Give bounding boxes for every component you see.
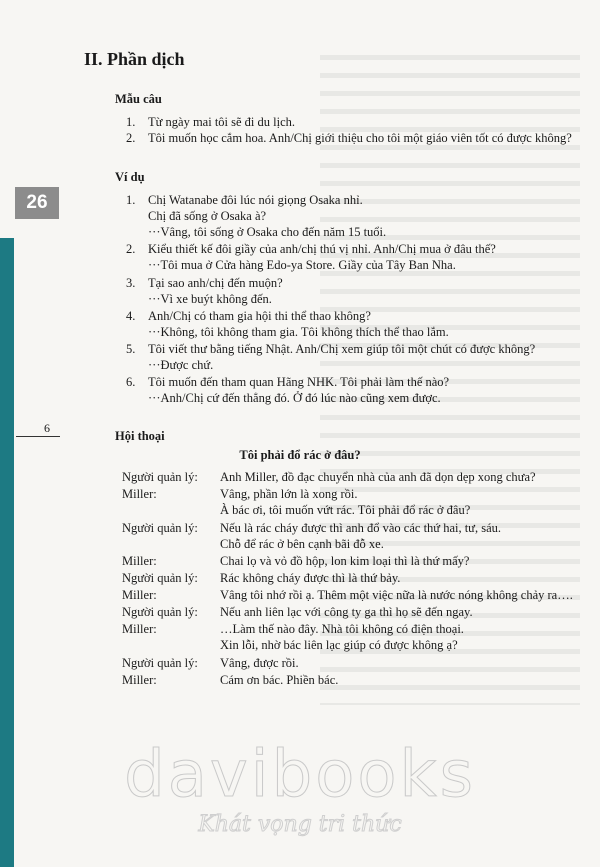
vi-du-line: Tôi viết thư bằng tiếng Nhật. Anh/Chị xem giúp tôi một chút có được không? (148, 342, 536, 356)
vi-du-line: Tại sao anh/chị đến muộn? (148, 276, 283, 290)
dialogue-line: Xin lỗi, nhờ bác liên lạc giúp có được không ạ? (220, 638, 458, 652)
speaker-label: Người quản lý: (122, 470, 198, 484)
dialogue-line: Nếu là rác cháy được thì anh đổ vào các thứ hai, tư, sáu. (220, 521, 501, 535)
vi-du-num: 2. (126, 242, 136, 256)
dialogue-line: …Làm thế nào đây. Nhà tôi không có điện thoại. (220, 622, 464, 636)
vi-du-num: 3. (126, 276, 136, 290)
dialogue-line: Vâng, phần lớn là xong rồi. (220, 487, 358, 501)
hoi-thoai-heading: Hội thoại (115, 429, 165, 443)
page-number-rule (16, 436, 60, 437)
vi-du-num: 5. (126, 342, 136, 356)
dialogue-line: Cám ơn bác. Phiền bác. (220, 673, 339, 687)
dialogue-line: À bác ơi, tôi muốn vứt rác. Tôi phải đổ rác ở đâu? (220, 503, 471, 517)
dialogue-line: Chai lọ và vỏ đồ hộp, lon kim loại thì là thứ mấy? (220, 554, 470, 568)
dialogue-line: Vâng, được rồi. (220, 656, 299, 670)
chapter-number-badge: 26 (15, 187, 59, 219)
vi-du-num: 6. (126, 375, 136, 389)
speaker-label: Miller: (122, 622, 157, 636)
speaker-label: Người quản lý: (122, 571, 198, 585)
mau-cau-num: 2. (126, 131, 136, 145)
conversation-title: Tôi phải đổ rác ở đâu? (239, 448, 361, 462)
vi-du-line: Chị đã sống ở Osaka à? (148, 209, 267, 223)
vi-du-line: Anh/Chị có tham gia hội thi thể thao không? (148, 309, 371, 323)
section-title: II. Phần dịch (84, 49, 185, 69)
vi-du-line: Tôi muốn đến tham quan Hãng NHK. Tôi phải làm thế nào? (148, 375, 450, 389)
speaker-label: Người quản lý: (122, 605, 198, 619)
vi-du-answer: ···Vì xe buýt không đến. (148, 292, 272, 306)
dialogue-line: Nếu anh liên lạc với công ty ga thì họ sẽ đến ngay. (220, 605, 473, 619)
vi-du-answer: ···Vâng, tôi sống ở Osaka cho đến năm 15 tuổi. (148, 225, 387, 239)
vi-du-num: 1. (126, 193, 136, 207)
speaker-label: Miller: (122, 673, 157, 687)
vi-du-num: 4. (126, 309, 136, 323)
vi-du-line: Kiểu thiết kế đôi giầy của anh/chị thú vị nhỉ. Anh/Chị mua ở đâu thế? (148, 242, 496, 256)
watermark-tagline: Khát vọng tri thức (198, 812, 402, 837)
speaker-label: Người quản lý: (122, 656, 198, 670)
speaker-label: Miller: (122, 487, 157, 501)
vi-du-line: Chị Watanabe đôi lúc nói giọng Osaka nhỉ. (148, 193, 363, 207)
mau-cau-num: 1. (126, 115, 136, 129)
speaker-label: Miller: (122, 588, 157, 602)
page-number: 6 (44, 421, 50, 435)
speaker-label: Miller: (122, 554, 157, 568)
watermark-logo: davibooks (124, 738, 476, 812)
mau-cau-text: Tôi muốn học cắm hoa. Anh/Chị giới thiệu cho tôi một giáo viên tốt có được không? (148, 131, 572, 145)
vi-du-answer: ···Không, tôi không tham gia. Tôi không thích thể thao lắm. (148, 325, 449, 339)
vi-du-answer: ···Được chứ. (148, 358, 214, 372)
vi-du-answer: ···Anh/Chị cứ đến thẳng đó. Ở đó lúc nào cũng xem được. (148, 391, 441, 405)
mau-cau-heading: Mẫu câu (115, 92, 162, 106)
dialogue-line: Chỗ để rác ở bên cạnh bãi đỗ xe. (220, 537, 384, 551)
dialogue-line: Vâng tôi nhớ rồi ạ. Thêm một việc nữa là nước nóng không chảy ra…. (220, 588, 573, 602)
speaker-label: Người quản lý: (122, 521, 198, 535)
vi-du-answer: ···Tôi mua ở Cửa hàng Edo-ya Store. Giầy của Tây Ban Nha. (148, 258, 456, 272)
dialogue-line: Anh Miller, đồ đạc chuyển nhà của anh đã dọn dẹp xong chưa? (220, 470, 536, 484)
mau-cau-text: Từ ngày mai tôi sẽ đi du lịch. (148, 115, 296, 129)
vi-du-heading: Ví dụ (115, 170, 145, 184)
dialogue-line: Rác không cháy được thì là thứ bảy. (220, 571, 401, 585)
